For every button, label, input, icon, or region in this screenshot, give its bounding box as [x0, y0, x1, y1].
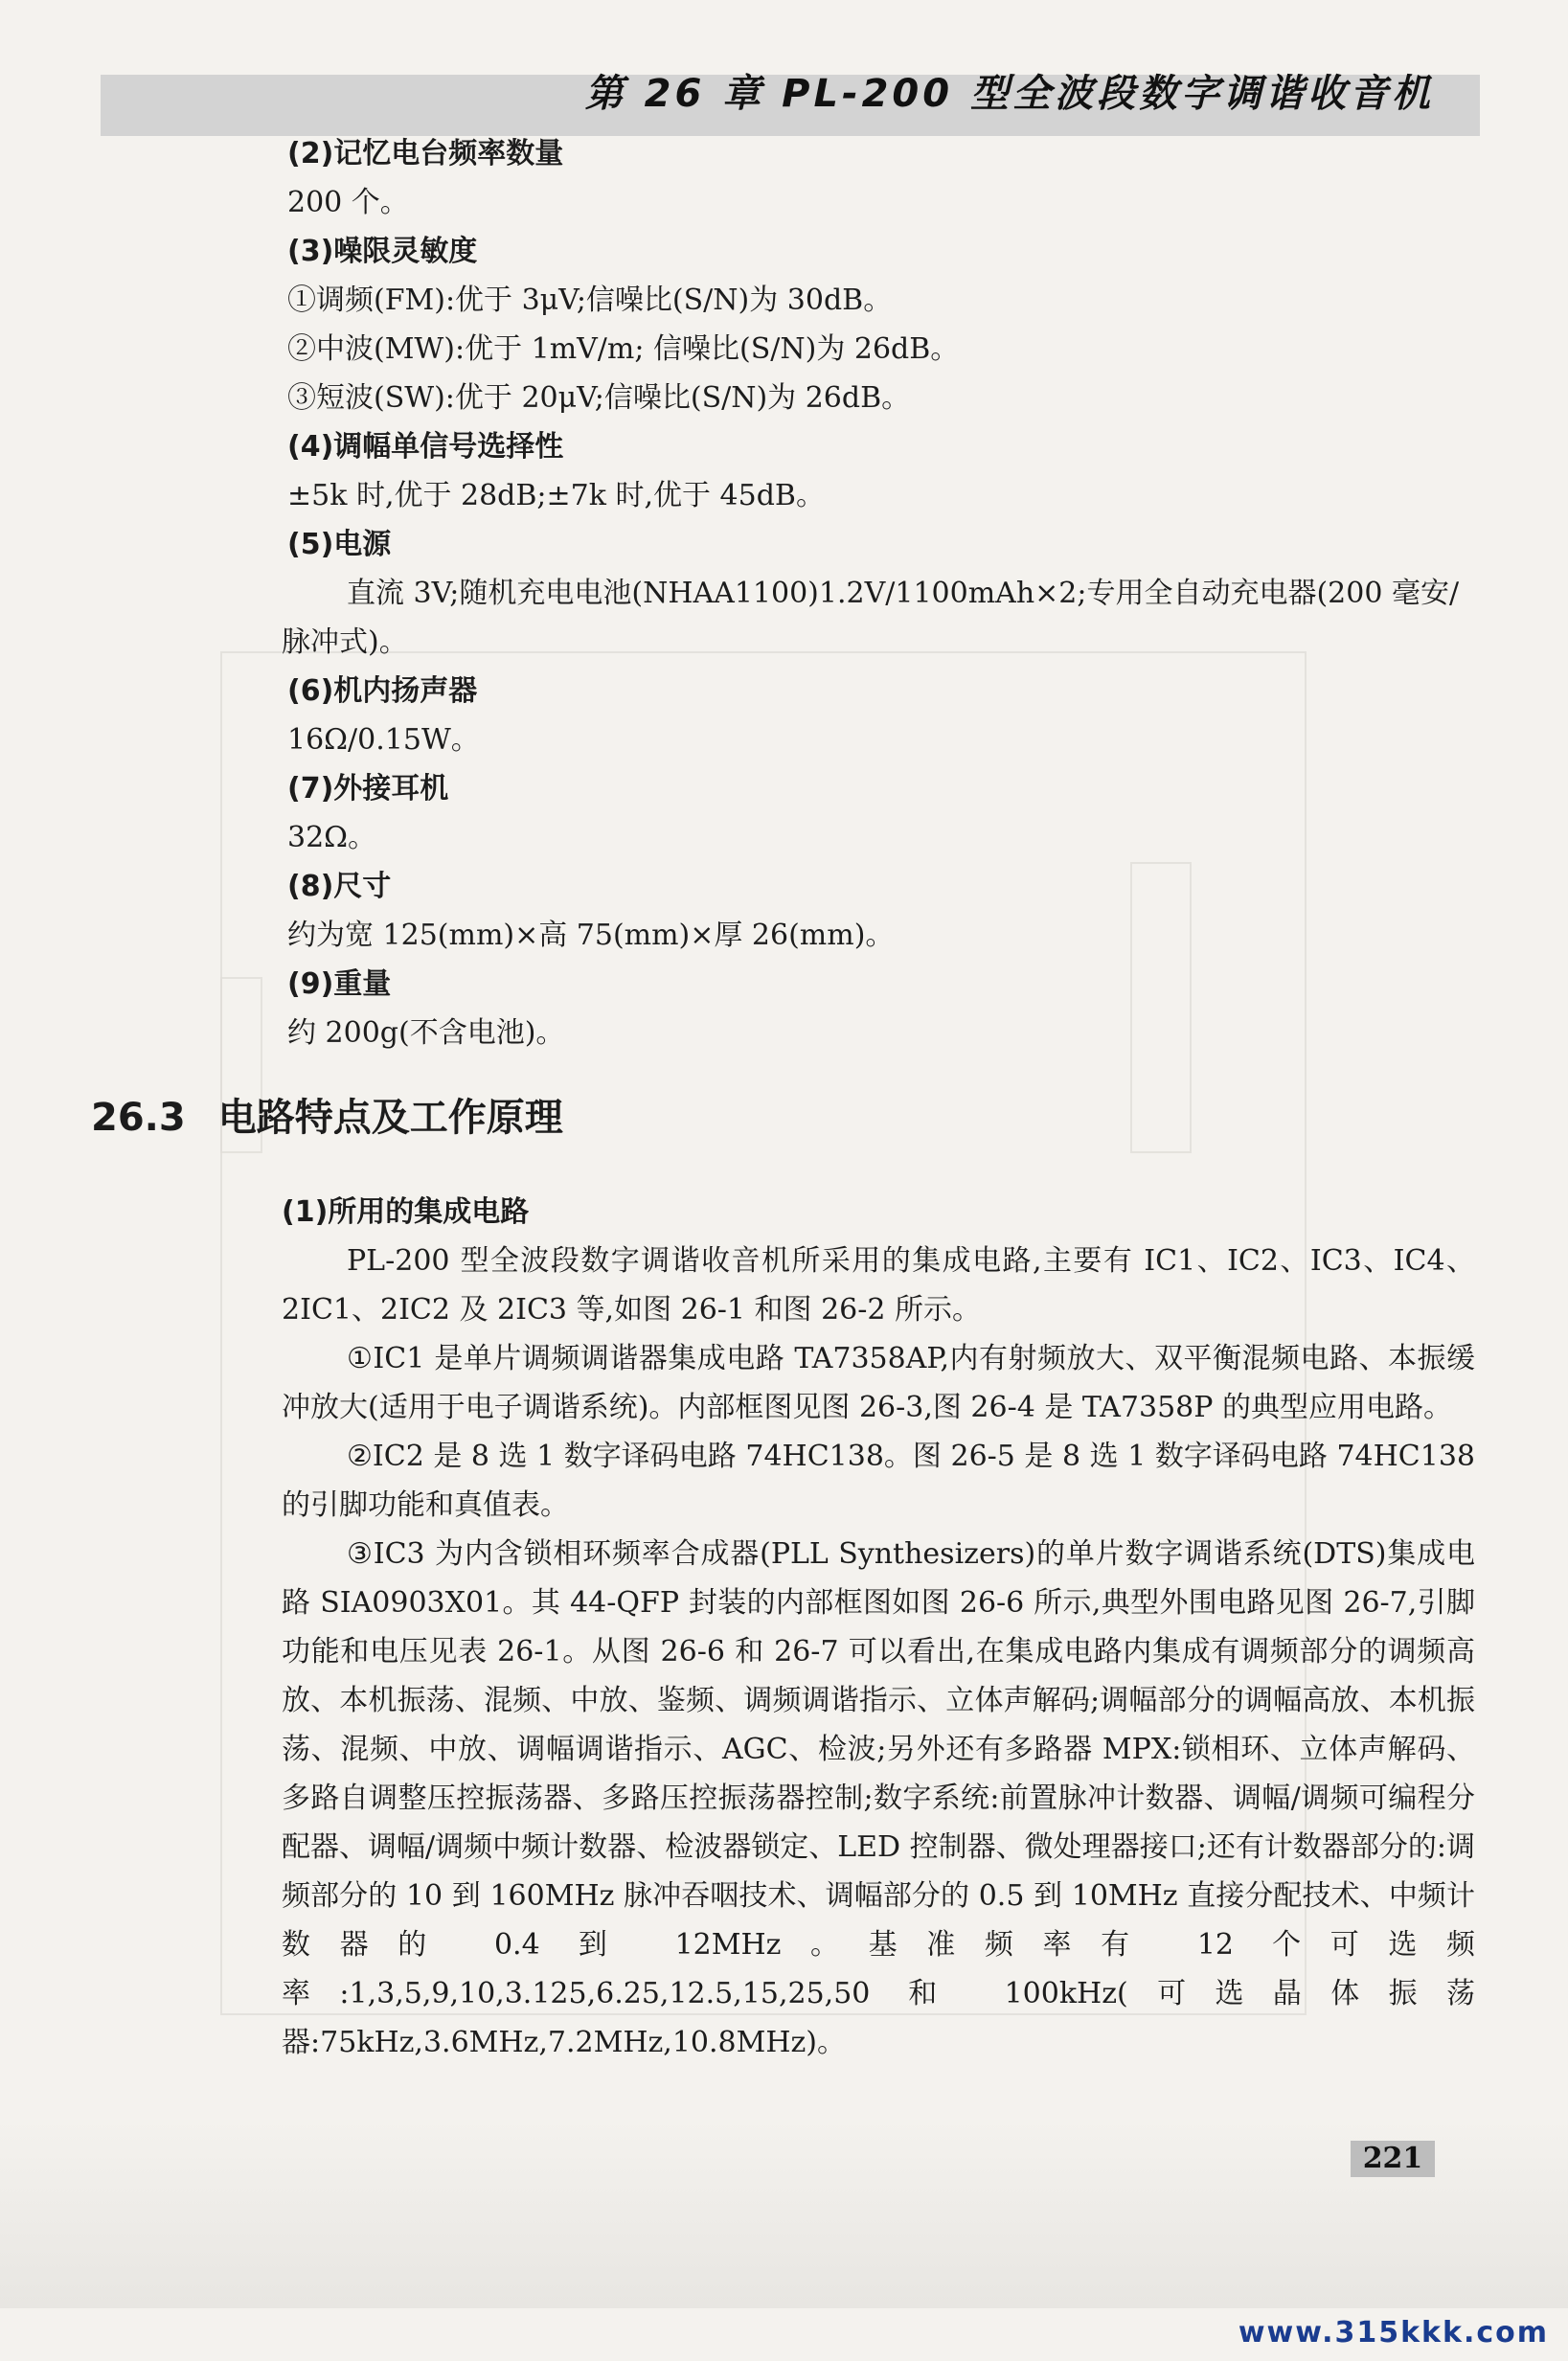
body-paragraph: ①IC1 是单片调频调谐器集成电路 TA7358AP,内有射频放大、双平衡混频电路、本振缓冲放大(适用于电子调谐系统)。内部框图见图 26-3,图 26-4 是 TA7358P 的典型应用电路。	[282, 1342, 1476, 1424]
spec-heading: (3)噪限灵敏度	[287, 235, 478, 268]
spec-line: 约为宽 125(mm)×高 75(mm)×厚 26(mm)。	[287, 919, 895, 952]
section-number: 26.3	[91, 1096, 186, 1140]
page-footer-band	[0, 2117, 1568, 2308]
body-paragraph: ③IC3 为内含锁相环频率合成器(PLL Synthesizers)的单片数字调谐系统(DTS)集成电路 SIA0903X01。其 44-QFP 封装的内部框图如图 26-6 所示,典型外围电路见图 26-7,引脚功能和电压见表 26-1。从图 26-6 和 26-7 可以看出,在集成电路内集成有调频部分的调频高放、本机振荡、混频、中放、鉴频、调频调谐指示、立体声解码;调幅部分的调幅高放、本机振荡、混频、中放、调幅调谐指示、AGC、检波;另外还有多路器 MPX:锁相环、立体声解码、多路自调整压控振荡器、多路压控振荡器控制;数字系统:前置脉冲计数器、调幅/调频可编程分配器、调幅/调频中频计数器、检波器锁定、LED 控制器、微处理器接口;还有计数器部分的:调频部分的 10 到 160MHz 脉冲吞咽技术、调幅部分的 0.5 到 10MHz 直接分配技术、中频计数器的 0.4 到 12MHz。基准频率有 12 个可选频率:1,3,5,9,10,3.125,6.25,12.5,15,25,50 和 100kHz(可选晶体振荡器:75kHz,3.6MHz,7.2MHz,10.8MHz)。	[282, 1537, 1475, 2059]
body-paragraph: PL-200 型全波段数字调谐收音机所采用的集成电路,主要有 IC1、IC2、IC3、IC4、2IC1、2IC2 及 2IC3 等,如图 26-1 和图 26-2 所示。	[282, 1244, 1475, 1327]
specifications-list	[282, 129, 1475, 1057]
spec-line: 32Ω。	[287, 821, 377, 854]
chapter-header-title: 第 26 章 PL-200 型全波段数字调谐收音机	[584, 72, 1434, 116]
subsection-heading: (1)所用的集成电路	[282, 1195, 530, 1229]
page-number: 221	[1351, 2141, 1435, 2177]
spec-heading: (9)重量	[287, 967, 392, 1001]
spec-paragraph	[282, 569, 1475, 667]
spec-line: ②中波(MW):优于 1mV/m; 信噪比(S/N)为 26dB。	[287, 332, 960, 366]
section-body	[282, 1188, 1476, 2067]
body-paragraph: ②IC2 是 8 选 1 数字译码电路 74HC138。图 26-5 是 8 选 1 数字译码电路 74HC138 的引脚功能和真值表。	[282, 1440, 1475, 1522]
spec-line: ③短波(SW):优于 20μV;信噪比(S/N)为 26dB。	[287, 381, 911, 415]
spec-heading: (4)调幅单信号选择性	[287, 430, 564, 464]
spec-line: 200 个。	[287, 186, 409, 219]
section-heading	[91, 1087, 563, 1142]
watermark-url: www.315kkk.com	[1238, 2316, 1549, 2350]
spec-line: 16Ω/0.15W。	[287, 723, 480, 757]
spec-line: ±5k 时,优于 28dB;±7k 时,优于 45dB。	[287, 479, 825, 512]
spec-heading: (7)外接耳机	[287, 772, 449, 806]
spec-paragraph-text: 直流 3V;随机充电电池(NHAA1100)1.2V/1100mAh×2;专用全自动充电器(200 毫安/脉冲式)。	[282, 577, 1460, 659]
spec-line: ①调频(FM):优于 3μV;信噪比(S/N)为 30dB。	[287, 284, 893, 317]
spec-heading: (5)电源	[287, 528, 392, 561]
spec-heading: (2)记忆电台频率数量	[287, 137, 564, 170]
spec-heading: (8)尺寸	[287, 870, 392, 903]
section-title-text: 电路特点及工作原理	[217, 1096, 563, 1140]
spec-heading: (6)机内扬声器	[287, 674, 478, 708]
spec-line: 约 200g(不含电池)。	[287, 1016, 565, 1050]
